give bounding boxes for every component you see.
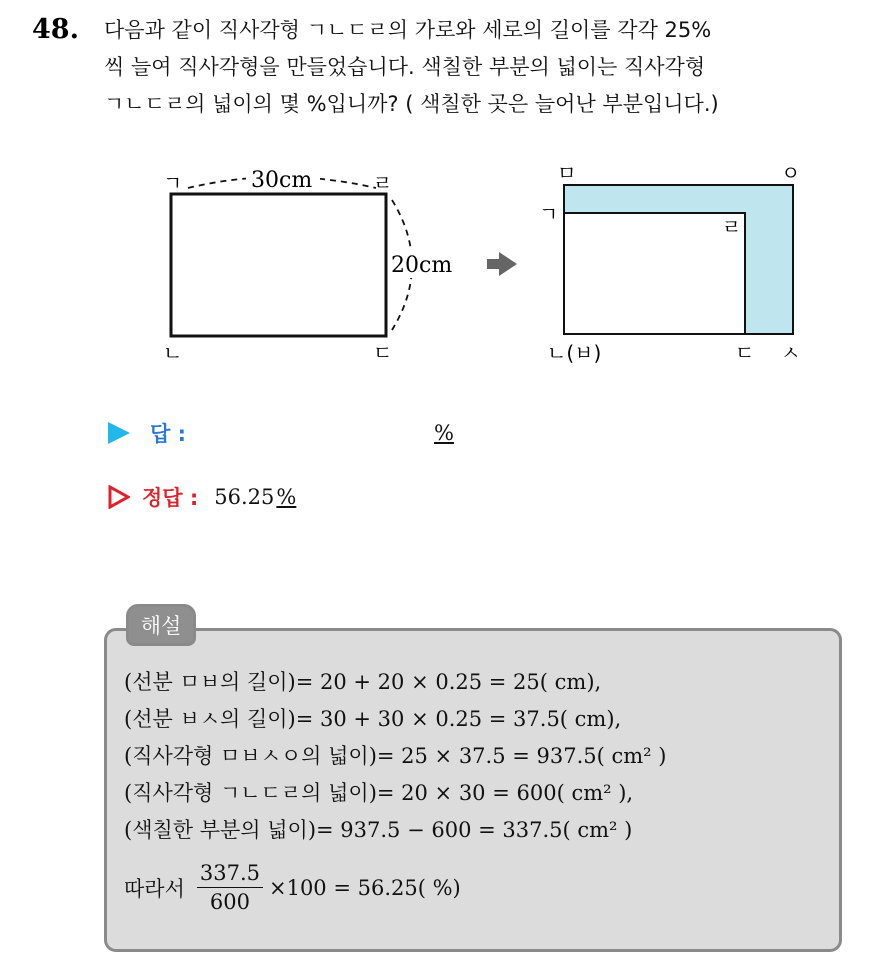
- correct-answer-row: [108, 480, 296, 514]
- corner-label-top-left: ㄱ: [163, 171, 183, 195]
- rectangle-figures: [0, 0, 884, 400]
- correct-answer-label: 정답 :: [142, 486, 199, 510]
- corner-label-bottom-left: ㄴ: [163, 341, 183, 365]
- corner-label-outer-top-right: ㅇ: [781, 161, 801, 185]
- answer-row: [108, 416, 454, 450]
- correct-answer-unit: %: [276, 485, 297, 509]
- explanation-line-5: (색칠한 부분의 넓이)= 937.5 − 600 = 337.5( cm² ): [124, 818, 633, 842]
- original-rectangle: [171, 194, 386, 336]
- corner-label-inner-bottom-right: ㄷ: [735, 341, 755, 365]
- conclusion-suffix: ×100 = 56.25( %): [268, 876, 461, 900]
- enlarged-rectangle-figure: [539, 161, 800, 365]
- explanation-line-1: (선분 ㅁㅂ의 길이)= 20 + 20 × 0.25 = 25( cm),: [124, 670, 602, 694]
- answer-unit: %: [434, 421, 454, 445]
- answer-label: 답 :: [150, 422, 186, 446]
- arrow-right-icon: [487, 252, 517, 276]
- fraction: [197, 860, 263, 916]
- explanation-line-2: (선분 ㅂㅅ의 길이)= 30 + 30 × 0.25 = 37.5( cm),: [124, 707, 622, 731]
- question-line-2: 씩 늘여 직사각형을 만들었습니다. 색칠한 부분의 넓이는 직사각형: [104, 55, 706, 79]
- explanation-tab: 해설: [126, 604, 196, 646]
- corner-label-inner-top-left: ㄱ: [539, 202, 559, 226]
- corner-label-outer-bottom-right: ㅅ: [781, 341, 801, 365]
- corner-label-top-right: ㄹ: [373, 171, 393, 195]
- conclusion-prefix: 따라서: [124, 877, 185, 901]
- question-line-3: ㄱㄴㄷㄹ의 넓이의 몇 %입니까? ( 색칠한 곳은 늘어난 부분입니다.): [104, 92, 719, 116]
- question-line-1: 다음과 같이 직사각형 ㄱㄴㄷㄹ의 가로와 세로의 길이를 각각 25%: [104, 18, 712, 42]
- inner-original-rectangle: [564, 213, 745, 334]
- fraction-numerator: 337.5: [197, 860, 263, 888]
- corner-label-bottom-left-combined: ㄴ(ㅂ): [547, 341, 602, 365]
- corner-label-inner-top-right: ㄹ: [722, 215, 742, 239]
- explanation-line-3: (직사각형 ㅁㅂㅅㅇ의 넓이)= 25 × 37.5 = 937.5( cm² ): [124, 744, 667, 768]
- outline-triangle-icon: [108, 485, 130, 509]
- explanation-lines: [124, 664, 824, 849]
- correct-answer-value: 56.25: [214, 485, 275, 509]
- corner-label-outer-top-left: ㅁ: [557, 161, 577, 185]
- explanation-line-4: (직사각형 ㄱㄴㄷㄹ의 넓이)= 20 × 30 = 600( cm² ),: [124, 781, 634, 805]
- width-label: 30cm: [251, 168, 313, 193]
- corner-label-bottom-right: ㄷ: [373, 341, 393, 365]
- play-triangle-icon: [108, 422, 130, 444]
- height-label: 20cm: [391, 253, 453, 278]
- question-number: 48.: [32, 14, 79, 45]
- explanation-conclusion: [124, 856, 461, 920]
- fraction-denominator: 600: [209, 890, 250, 914]
- original-rectangle-figure: [163, 166, 462, 365]
